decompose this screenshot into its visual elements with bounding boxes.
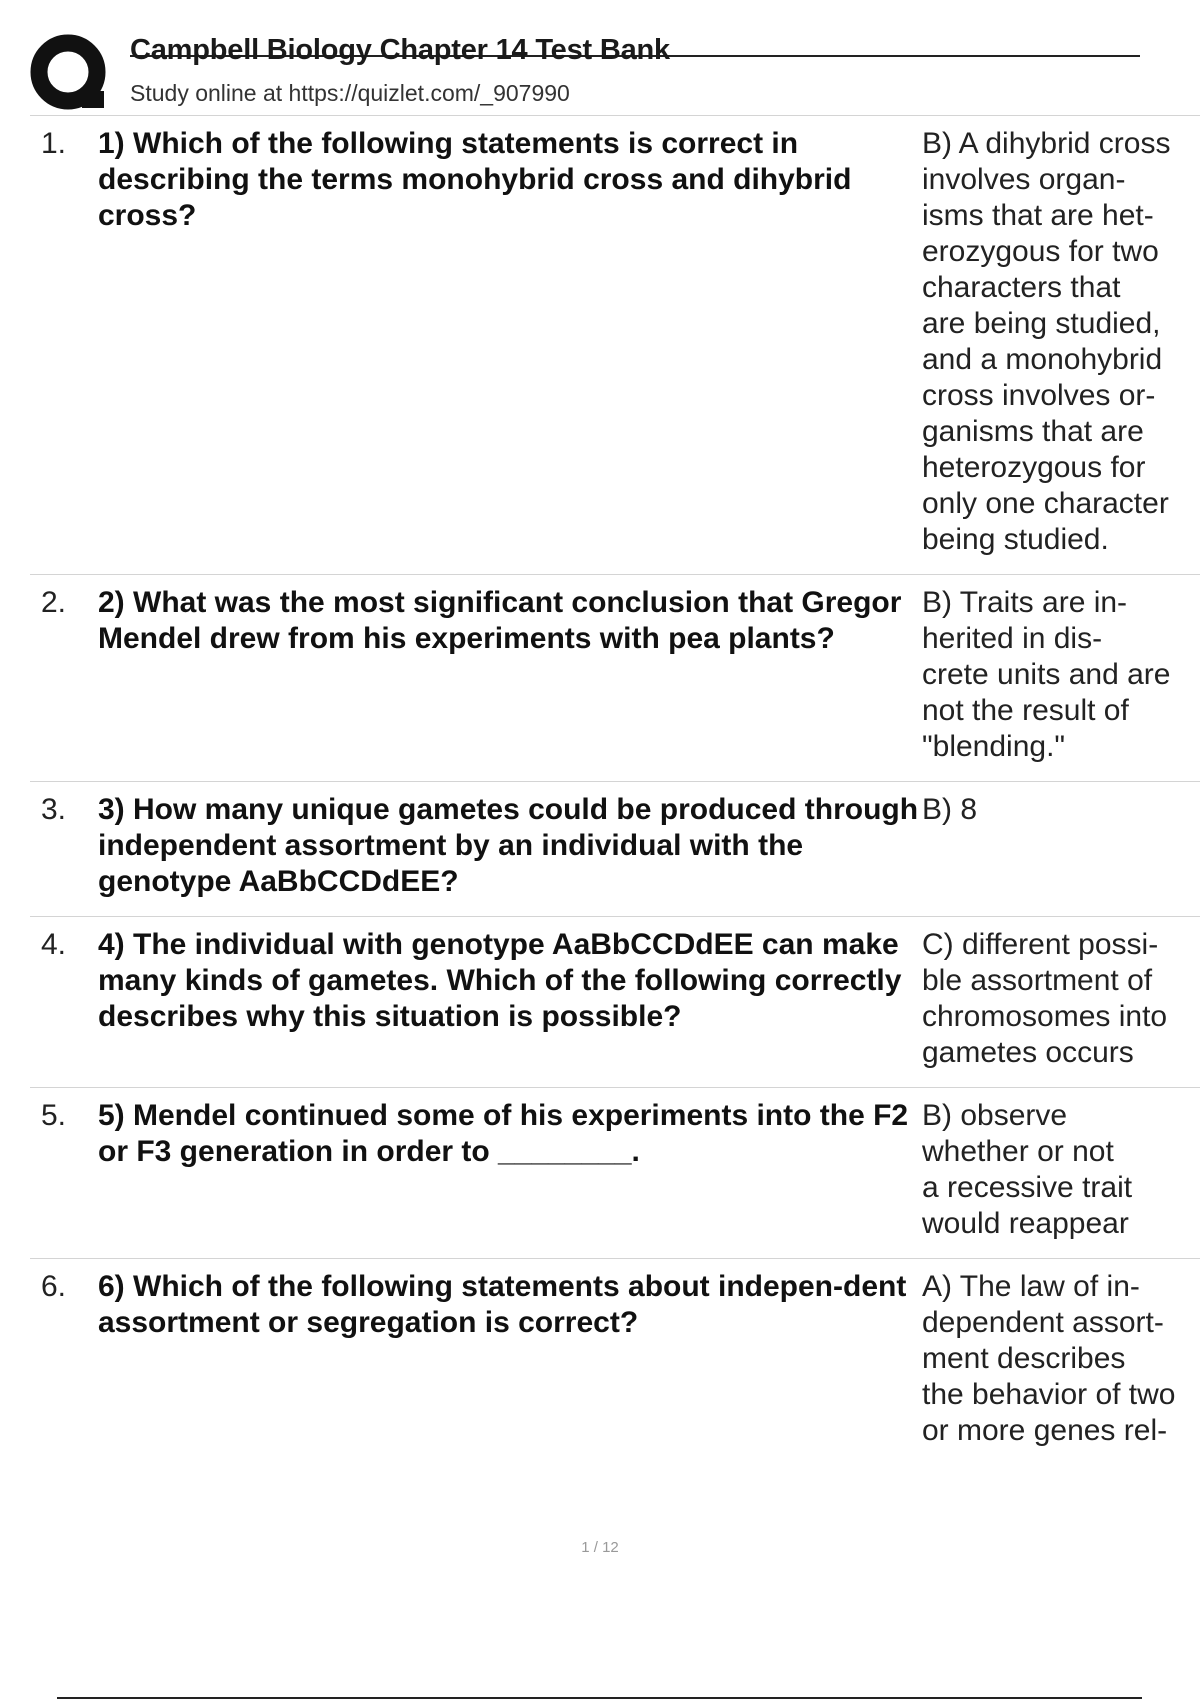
footer-rule: [57, 1697, 1142, 1699]
question-number: 6.: [41, 1270, 67, 1303]
question-row: [30, 575, 1200, 782]
question-number: 1.: [41, 127, 67, 160]
answer-text: B) 8: [922, 793, 978, 826]
document-title: Campbell Biology Chapter 14 Test Bank: [130, 34, 670, 66]
question-text: 1) Which of the following statements is correct in describing the terms monohybrid cross and dihybrid cross?: [98, 127, 852, 232]
question-list: [30, 116, 1200, 1465]
question-row: [30, 917, 1200, 1088]
question-text: 6) Which of the following statements about indepen-dent assortment or segregation is correct?: [98, 1270, 907, 1339]
question-number: 2.: [41, 586, 67, 619]
document-header: [30, 30, 1140, 115]
question-row: [30, 1088, 1200, 1259]
answer-text: B) A dihybrid cross involves organ- isms that are het- erozygous for two characters that are being studied, and a monohybrid cross involves or- ganisms that are heterozygous for only one character being studied.: [922, 127, 1171, 556]
answer-text: B) Traits are in- herited in dis- crete units and are not the result of "blending.": [922, 586, 1171, 763]
question-text: 5) Mendel continued some of his experiments into the F2 or F3 generation in order to ________.: [98, 1099, 909, 1168]
question-row: [30, 782, 1200, 917]
answer-text: B) observe whether or not a recessive trait would reappear: [922, 1099, 1133, 1240]
question-text: 3) How many unique gametes could be produced through independent assortment by an individual with the genotype AaBbCCDdEE?: [98, 793, 919, 898]
question-number: 5.: [41, 1099, 67, 1132]
question-row: [30, 116, 1200, 575]
question-text: 2) What was the most significant conclusion that Gregor Mendel drew from his experiments with pea plants?: [98, 586, 902, 655]
answer-text: C) different possi- ble assortment of chromosomes into gametes occurs: [922, 928, 1168, 1069]
question-row: [30, 1259, 1200, 1465]
quizlet-q-icon: [30, 34, 110, 114]
question-text: 4) The individual with genotype AaBbCCDdEE can make many kinds of gametes. Which of the following correctly describes why this situation is possible?: [98, 928, 902, 1033]
page-indicator: 1 / 12: [581, 1539, 619, 1556]
answer-text: A) The law of in- dependent assort- ment describes the behavior of two or more genes rel-: [922, 1270, 1176, 1447]
question-number: 4.: [41, 928, 67, 961]
document-subtitle: Study online at https://quizlet.com/_907990: [130, 80, 570, 106]
question-number: 3.: [41, 793, 67, 826]
